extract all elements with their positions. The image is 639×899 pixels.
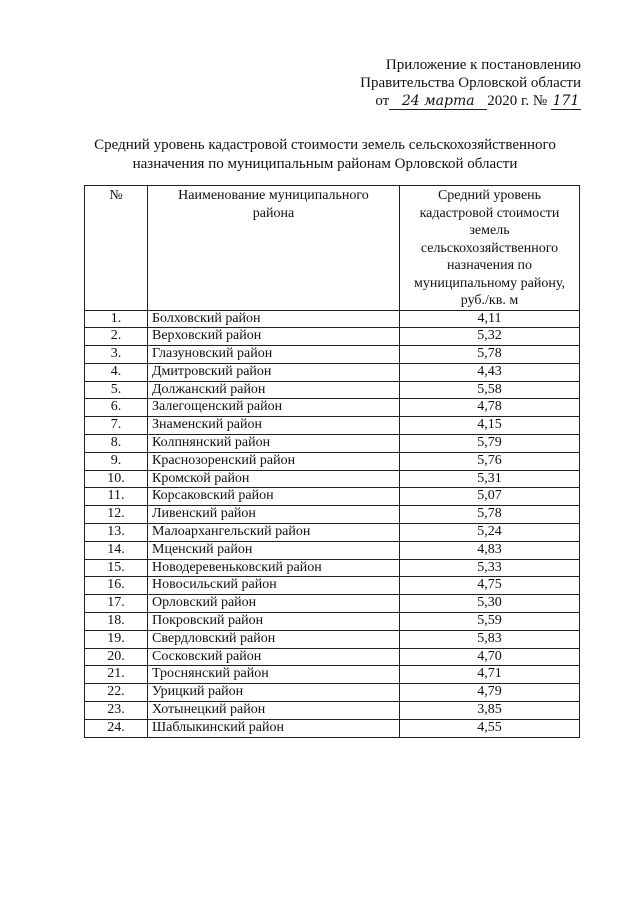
table-row: [85, 417, 580, 435]
row-number: 3.: [85, 346, 148, 364]
cadastral-value: 5,59: [400, 613, 580, 631]
table-row: [85, 399, 580, 417]
row-number: 23.: [85, 702, 148, 720]
header-value-label: Средний уровень кадастровой стоимости земель сельскохозяйственного назначения по муниципальному району, руб./кв. м: [414, 188, 565, 308]
row-number: 7.: [85, 417, 148, 435]
district-name: Покровский район: [148, 613, 400, 631]
header-num: №: [85, 186, 148, 311]
date-prefix: от: [375, 93, 390, 109]
table-row: [85, 470, 580, 488]
districts-table: [84, 185, 580, 738]
district-name: Хотынецкий район: [148, 702, 400, 720]
row-number: 11.: [85, 488, 148, 506]
cadastral-value: 4,11: [400, 310, 580, 328]
table-row: [85, 595, 580, 613]
cadastral-value: 5,78: [400, 506, 580, 524]
cadastral-value: 4,15: [400, 417, 580, 435]
header-value: [400, 186, 580, 311]
district-name: Верховский район: [148, 328, 400, 346]
district-name: Корсаковский район: [148, 488, 400, 506]
table-row: [85, 524, 580, 542]
table-body: [85, 310, 580, 737]
cadastral-value: 4,43: [400, 363, 580, 381]
row-number: 8.: [85, 435, 148, 453]
cadastral-value: 4,83: [400, 541, 580, 559]
row-number: 20.: [85, 648, 148, 666]
row-number: 6.: [85, 399, 148, 417]
district-name: Дмитровский район: [148, 363, 400, 381]
document-title-line-2: назначения по муниципальным районам Орловской области: [132, 156, 518, 172]
row-number: 2.: [85, 328, 148, 346]
district-name: Залегощенский район: [148, 399, 400, 417]
cadastral-value: 5,07: [400, 488, 580, 506]
cadastral-value: 3,85: [400, 702, 580, 720]
district-name: Колпнянский район: [148, 435, 400, 453]
row-number: 12.: [85, 506, 148, 524]
table-row: [85, 719, 580, 737]
handwritten-number: 171: [552, 93, 580, 109]
appendix-line-1: Приложение к постановлению: [385, 57, 581, 73]
district-name: Орловский район: [148, 595, 400, 613]
cadastral-value: 5,31: [400, 470, 580, 488]
row-number: 10.: [85, 470, 148, 488]
district-name: Краснозоренский район: [148, 452, 400, 470]
cadastral-value: 5,58: [400, 381, 580, 399]
cadastral-value: 4,55: [400, 719, 580, 737]
table-row: [85, 541, 580, 559]
district-name: Знаменский район: [148, 417, 400, 435]
row-number: 19.: [85, 630, 148, 648]
header-name-label: Наименование муниципального района: [178, 188, 369, 221]
district-name: Мценский район: [148, 541, 400, 559]
table-row: [85, 559, 580, 577]
cadastral-value: 5,33: [400, 559, 580, 577]
district-name: Новодеревеньковский район: [148, 559, 400, 577]
table-row: [85, 452, 580, 470]
table-row: [85, 381, 580, 399]
row-number: 17.: [85, 595, 148, 613]
row-number: 4.: [85, 363, 148, 381]
table-row: [85, 363, 580, 381]
district-name: Кромской район: [148, 470, 400, 488]
row-number: 5.: [85, 381, 148, 399]
district-name: Троснянский район: [148, 666, 400, 684]
table-row: [85, 506, 580, 524]
cadastral-value: 4,75: [400, 577, 580, 595]
row-number: 9.: [85, 452, 148, 470]
table-row: [85, 488, 580, 506]
table-row: [85, 630, 580, 648]
table-row: [85, 346, 580, 364]
row-number: 15.: [85, 559, 148, 577]
row-number: 1.: [85, 310, 148, 328]
district-name: Сосковский район: [148, 648, 400, 666]
district-name: Глазуновский район: [148, 346, 400, 364]
row-number: 14.: [85, 541, 148, 559]
resolution-reference: [341, 92, 581, 110]
cadastral-value: 5,79: [400, 435, 580, 453]
document-title: [60, 136, 590, 174]
appendix-header: [341, 56, 581, 110]
district-name: Свердловский район: [148, 630, 400, 648]
district-name: Должанский район: [148, 381, 400, 399]
table-row: [85, 684, 580, 702]
row-number: 21.: [85, 666, 148, 684]
table-row: [85, 702, 580, 720]
table-row: [85, 577, 580, 595]
table-row: [85, 648, 580, 666]
cadastral-value: 4,79: [400, 684, 580, 702]
row-number: 24.: [85, 719, 148, 737]
table-row: [85, 310, 580, 328]
date-year: 2020 г. №: [487, 93, 548, 109]
cadastral-value: 5,76: [400, 452, 580, 470]
header-name: [148, 186, 400, 311]
district-name: Новосильский район: [148, 577, 400, 595]
cadastral-value: 4,70: [400, 648, 580, 666]
row-number: 22.: [85, 684, 148, 702]
district-name: Ливенский район: [148, 506, 400, 524]
cadastral-value: 5,30: [400, 595, 580, 613]
table-row: [85, 435, 580, 453]
table-row: [85, 613, 580, 631]
row-number: 13.: [85, 524, 148, 542]
row-number: 18.: [85, 613, 148, 631]
handwritten-date: 24 марта: [389, 93, 487, 110]
cadastral-value: 4,78: [400, 399, 580, 417]
district-name: Урицкий район: [148, 684, 400, 702]
cadastral-value: 5,78: [400, 346, 580, 364]
district-name: Болховский район: [148, 310, 400, 328]
cadastral-value: 5,24: [400, 524, 580, 542]
row-number: 16.: [85, 577, 148, 595]
appendix-line-2: Правительства Орловской области: [360, 75, 581, 91]
document-title-line-1: Средний уровень кадастровой стоимости земель сельскохозяйственного: [94, 137, 556, 153]
district-name: Шаблыкинский район: [148, 719, 400, 737]
cadastral-value: 4,71: [400, 666, 580, 684]
table-row: [85, 666, 580, 684]
district-name: Малоархангельский район: [148, 524, 400, 542]
table-row: [85, 328, 580, 346]
cadastral-value: 5,32: [400, 328, 580, 346]
table-header-row: [85, 186, 580, 311]
cadastral-value: 5,83: [400, 630, 580, 648]
